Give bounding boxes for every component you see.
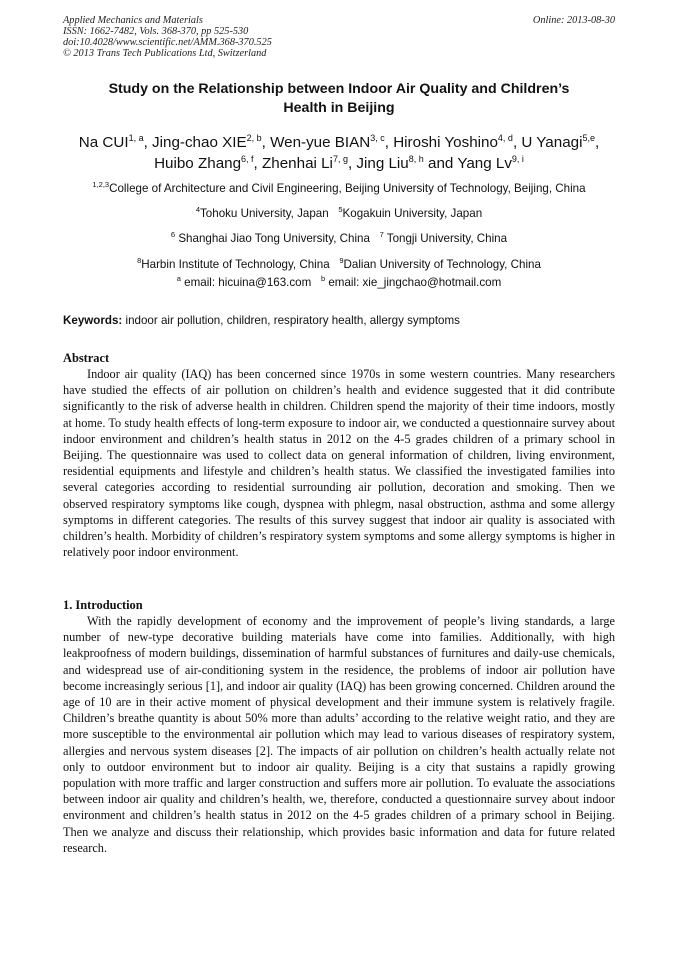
- author-name: Jing-chao XIE: [152, 134, 247, 151]
- abstract-section: [63, 350, 615, 560]
- author-affil: 5,e: [582, 132, 595, 143]
- journal-header: [63, 15, 272, 59]
- online-date: Online: 2013-08-30: [532, 15, 615, 26]
- author-affil: 3, c: [370, 132, 385, 143]
- affiliation-4-5: $^4$Tohoku University, Japan $^5$Kogakuin University, Japan: [195, 205, 483, 220]
- affiliation-6-7: $^6$ Shanghai Jiao Tong University, China $^7$ Tongji University, China: [170, 230, 508, 245]
- introduction-text: With the rapidly development of economy and the improvement of people’s living standards, a large number of new-type decorative building materials have come into families. Additionally, with high leakproofness of modern buildings, dissemination of harmful substances of furnitures and daily-use chemicals, and widespread use of air-conditioning system in the residence, the problems of indoor air pollution have become increasingly serious [1], and indoor air quality (IAQ) has been growing concerned. Children around the age of 10 are in their active moment of physical development and their immune system is relatively fragile. Children’s breathe quantity is about 50% more than adults’ according to the relative weight ratio, and they are more susceptible to the environmental air pollution which may lead to various diseases of respiratory system, allergies and nervous system diseases [2]. The impacts of air pollution on children’s health actually relate not only to outdoor environment but to indoor air quality. Beijing is a city that sustains a rapidly growing population with more traffic and larger construction and suffers more air pollution. To evaluate the associations between indoor air quality and children’s health, we, therefore, conducted a questionnaire survey about indoor environment and children’s health status in 2012 on the 4-5 grades children of a primary school in Beijing. Then we analyze and discuss their relationship, which provides basic information and data for future related research.: [63, 614, 615, 855]
- author-name: Wen-yue BIAN: [270, 134, 371, 151]
- author-name: Yang Lv: [457, 155, 512, 172]
- author-name: Jing Liu: [356, 155, 409, 172]
- abstract-heading: Abstract: [63, 351, 110, 365]
- keywords-text: indoor air pollution, children, respiratory health, allergy symptoms: [125, 314, 460, 327]
- introduction-section: [63, 597, 615, 856]
- affiliation-1-2-3: $^{1,2,3}$College of Architecture and Civil Engineering, Beijing University of Technology, Beijing, China: [92, 180, 586, 195]
- author-line-1: Na CUI$^{1, a}$, Jing-chao XIE$^{2, b}$, Wen-yue BIAN$^{3, c}$, Hiroshi Yoshino$^{4, d}$, U Yanagi$^{5,e}$,: [78, 132, 600, 151]
- issn-line: ISSN: 1662-7482, Vols. 368-370, pp 525-530: [63, 26, 249, 37]
- author-affil: 9, i: [511, 153, 524, 164]
- journal-name: Applied Mechanics and Materials: [63, 15, 203, 26]
- title-line-1: Study on the Relationship between Indoor Air Quality and Children’s: [108, 81, 570, 97]
- author-affil: 6, f: [241, 153, 254, 164]
- title-line-2: Health in Beijing: [283, 100, 395, 116]
- keywords-label: Keywords:: [63, 314, 123, 327]
- author-affil: 2, b: [246, 132, 262, 143]
- author-name: Huibo Zhang: [154, 155, 242, 172]
- author-affil: 8, h: [408, 153, 424, 164]
- affiliation-8-9: $^8$Harbin Institute of Technology, China $^9$Dalian University of Technology, China: [137, 256, 541, 271]
- author-affil: 4, d: [497, 132, 513, 143]
- author-name: Na CUI: [78, 134, 129, 151]
- email-line: $^a$ email: hicuina@163.com $^b$ email: xie_jingchao@hotmail.com: [176, 274, 502, 289]
- author-list: [58, 132, 620, 174]
- author-connector: and: [428, 155, 454, 172]
- author-name: U Yanagi: [521, 134, 583, 151]
- paper-title: [63, 80, 615, 118]
- author-name: Zhenhai Li: [262, 155, 333, 172]
- author-line-2: Huibo Zhang$^{6, f}$, Zhenhai Li$^{7, g}$, Jing Liu$^{8, h}$ and Yang Lv$^{9, i}$: [154, 153, 524, 172]
- copyright-line: © 2013 Trans Tech Publications Ltd, Switzerland: [63, 48, 267, 59]
- abstract-text: Indoor air quality (IAQ) has been concerned since 1970s in some western countries. Many researchers have studied the effects of air pollution on children’s health and evidence suggested that it did contribute significantly to the risk of adverse health in children. Children spend the majority of their time indoors, mostly at home. To study health effects of long-term exposure to indoor air, we conducted a questionnaire survey about indoor environment and children’s health status in 2012 on the 4-5 grades children of a primary school in Beijing. The questionnaire was used to collect data on general information of children, living environment, residential equipments and lifestyle and children’s health status. We classified the investigated families into several categories according to residential surrounding air pollution, decoration and smoking. Then we observed respiratory symptoms like cough, dyspnea with phlegm, nasal obstruction, asthma and some allergy symptoms in different categories. The results of this survey suggest that indoor air quality is associated with children’s health. Morbidity of children’s respiratory system symptoms and some allergy symptoms is higher in relatively poor indoor environment.: [63, 367, 615, 560]
- email-a[interactable]: email: hicuina@163.com: [184, 276, 312, 289]
- author-name: Hiroshi Yoshino: [393, 134, 498, 151]
- author-affil: 1, a: [128, 132, 144, 143]
- introduction-heading: 1. Introduction: [63, 598, 143, 612]
- doi-line: doi:10.4028/www.scientific.net/AMM.368-370.525: [63, 37, 272, 48]
- email-b[interactable]: email: xie_jingchao@hotmail.com: [328, 276, 502, 289]
- author-affil: 7, g: [332, 153, 348, 164]
- keywords: [63, 314, 460, 328]
